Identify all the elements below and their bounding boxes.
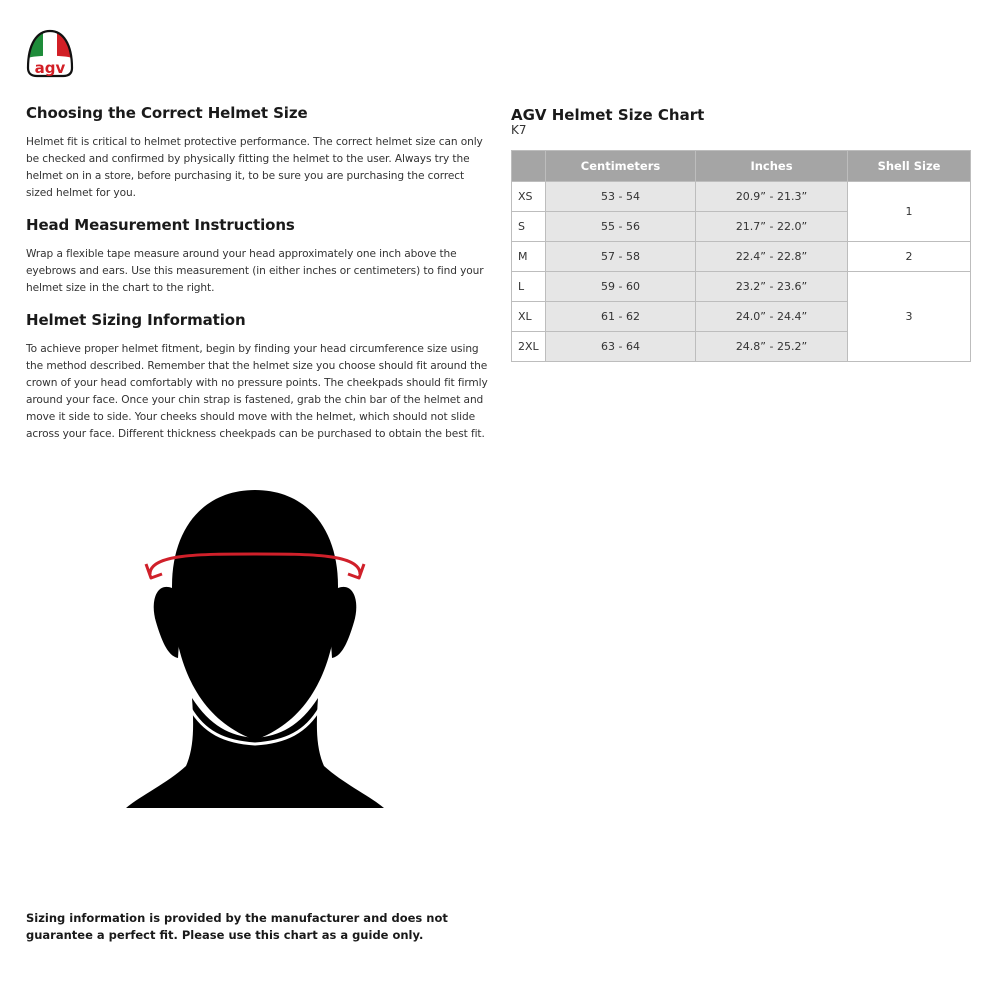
cm-cell: 61 - 62 <box>546 302 696 332</box>
section-heading-measurement: Head Measurement Instructions <box>26 216 295 234</box>
header-inches: Inches <box>696 151 848 182</box>
size-cell: XS <box>512 182 546 212</box>
info-column <box>26 104 488 457</box>
cm-cell: 59 - 60 <box>546 272 696 302</box>
agv-logo <box>25 28 75 80</box>
chart-title: AGV Helmet Size Chart <box>511 106 705 124</box>
header-blank <box>512 151 546 182</box>
section-heading-choosing: Choosing the Correct Helmet Size <box>26 104 308 122</box>
logo-text: agv <box>34 59 66 77</box>
inch-cell: 21.7” - 22.0” <box>696 212 848 242</box>
table-row <box>512 272 971 302</box>
chart-subtitle: K7 <box>511 123 527 137</box>
section-text-sizing: To achieve proper helmet fitment, begin by finding your head circumference size using the method described. Remember that the helmet size you choose should fit around the crown of your head comfortably with no pressure points. The cheekpads should fit firmly around your face. Once your chin strap is fastened, grab the chin bar of the helmet and move it side to side. Your cheeks should move with the helmet, which should not slide across your face. Different thickness cheekpads can be purchased to obtain the best fit. <box>26 343 488 440</box>
shell-cell: 2 <box>848 242 971 272</box>
size-cell: M <box>512 242 546 272</box>
header-shell-size: Shell Size <box>848 151 971 182</box>
cm-cell: 55 - 56 <box>546 212 696 242</box>
cm-cell: 53 - 54 <box>546 182 696 212</box>
head-measurement-illustration <box>120 486 390 846</box>
inch-cell: 20.9” - 21.3” <box>696 182 848 212</box>
header-centimeters: Centimeters <box>546 151 696 182</box>
disclaimer-text: Sizing information is provided by the manufacturer and does not guarantee a perfect fit. Please use this chart as a guide only. <box>26 911 448 942</box>
size-cell: L <box>512 272 546 302</box>
section-text-measurement: Wrap a flexible tape measure around your head approximately one inch above the eyebrows and ears. Use this measurement (in either inches or centimeters) to find your helmet size in the chart to the right. <box>26 248 484 294</box>
inch-cell: 24.8” - 25.2” <box>696 332 848 362</box>
inch-cell: 22.4” - 22.8” <box>696 242 848 272</box>
head-silhouette <box>172 490 338 740</box>
shell-cell: 1 <box>848 182 971 242</box>
table-header-row <box>512 151 971 182</box>
cm-cell: 57 - 58 <box>546 242 696 272</box>
section-heading-sizing: Helmet Sizing Information <box>26 311 246 329</box>
size-cell: S <box>512 212 546 242</box>
table-row <box>512 182 971 212</box>
size-chart-table <box>511 150 971 362</box>
size-cell: 2XL <box>512 332 546 362</box>
shell-cell: 3 <box>848 272 971 362</box>
table-row <box>512 242 971 272</box>
section-text-choosing: Helmet fit is critical to helmet protective performance. The correct helmet size can only be checked and confirmed by physically fitting the helmet to the user. Always try the helmet on in a store, before purchasing it, to be sure you are purchasing the correct sized helmet for you. <box>26 136 483 199</box>
inch-cell: 23.2” - 23.6” <box>696 272 848 302</box>
size-cell: XL <box>512 302 546 332</box>
cm-cell: 63 - 64 <box>546 332 696 362</box>
inch-cell: 24.0” - 24.4” <box>696 302 848 332</box>
